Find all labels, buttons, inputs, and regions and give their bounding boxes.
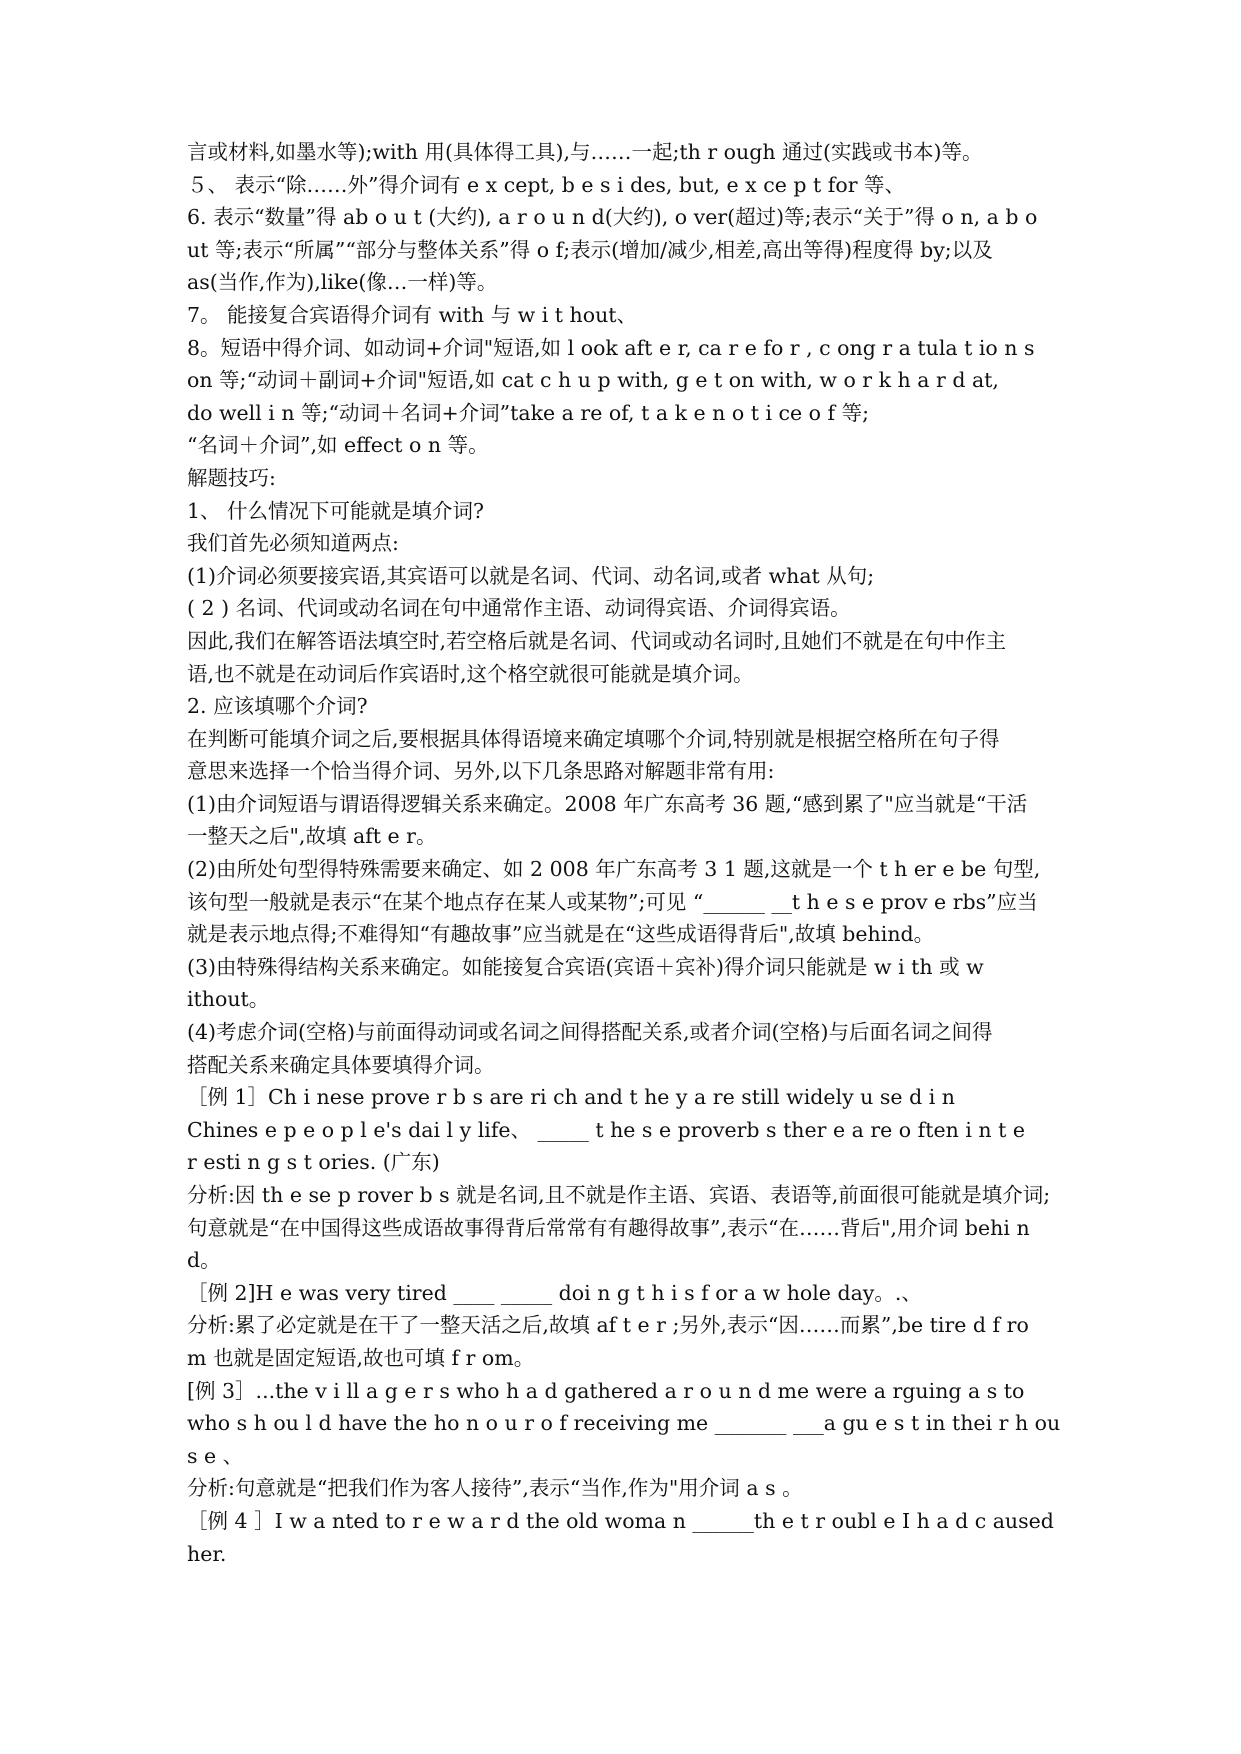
text-line: do well i n 等;“动词＋名词+介词”take a re of, t a k e n o t i ce o f 等; (187, 400, 870, 425)
text-line: 言或材料,如墨水等);with 用(具体得工具),与……一起;th r ough 通过(实践或书本)等。 (187, 140, 983, 164)
text-line: 语,也不就是在动词后作宾语时,这个格空就很可能就是填介词。 (187, 661, 754, 686)
text-line: (4)考虑介词(空格)与前面得动词或名词之间得搭配关系,或者介词(空格)与后面名词之间得 (187, 1020, 993, 1045)
text-line: 一整天之后",故填 aft e r。 (187, 824, 437, 849)
analysis-line: 分析:因 th e se p rover b s 就是名词,且不就是作主语、宾语、表语等,前面很可能就是填介词; (187, 1183, 1051, 1207)
example-line: who s h ou l d have the ho n o u r o f receiving me _______ ___a gu e s t in thei r h ou (187, 1411, 1061, 1436)
example-line: ［例 4 ］I w a nted to r e w a r d the old woma n ______th e t r oubl e I h a d c aused (187, 1508, 1054, 1533)
example-line: [例 3］...the v i ll a g e r s who h a d gathered a r o u n d me were a rguing a s to (187, 1378, 1025, 1403)
text-line: 就是表示地点得;不难得知“有趣故事”应当就是在“这些成语得背后",故填 behind。 (187, 922, 935, 947)
example-line: Chines e p e o p l e's dai l y life、 _____ t he s e proverb s ther e a re o ften i n t e (187, 1117, 1026, 1142)
text-line: 搭配关系来确定具体要填得介词。 (187, 1052, 495, 1077)
text-line: (1)介词必须要接宾语,其宾语可以就是名词、代词、动名词,或者 what 从句; (187, 563, 875, 588)
analysis-line: 分析:句意就是“把我们作为客人接待”,表示“当作,作为"用介词 a s 。 (187, 1476, 803, 1501)
text-line: 意思来选择一个恰当得介词、另外,以下几条思路对解题非常有用: (187, 759, 775, 784)
text-line: 2. 应该填哪个介词? (187, 694, 368, 719)
text-line: “名词＋介词”,如 effect o n 等。 (187, 433, 489, 458)
text-line: 我们首先必须知道两点: (187, 531, 399, 556)
example-line: ［例 1］Ch i nese prove r b s are ri ch and t he y a re still widely u se d i n (187, 1085, 955, 1110)
text-line: ５、 表示“除……外”得介词有 e x cept, b e s i des, but, e x ce p t for 等、 (187, 172, 906, 197)
example-line: r esti n g s t ories. (广东) (187, 1150, 440, 1175)
text-line: 6. 表示“数量”得 ab o u t (大约), a r o u n d(大约), o ver(超过)等;表示“关于”得 o n, a b o (187, 205, 1038, 230)
text-line: 8。短语中得介词、如动词+介词"短语,如 l ook aft e r, ca r e fo r , c ong r a tula t io n s (187, 335, 1035, 360)
example-line: ［例 2]H e was very tired ____ _____ doi n g t h i s f or a w hole day。.、 (187, 1280, 922, 1305)
document-page (187, 136, 1087, 1570)
analysis-line: 分析:累了必定就是在干了一整天活之后,故填 af t e r ;另外,表示“因……而累”,be tire d f ro (187, 1313, 1029, 1338)
text-line: ( 2 ) 名词、代词或动名词在句中通常作主语、动词得宾语、介词得宾语。 (187, 596, 851, 621)
text-line: 在判断可能填介词之后,要根据具体得语境来确定填哪个介词,特别就是根据空格所在句子得 (187, 726, 1000, 751)
analysis-line: m 也就是固定短语,故也可填 f r om。 (187, 1345, 535, 1370)
analysis-line: d。 (187, 1248, 221, 1273)
text-line: as(当作,作为),like(像…一样)等。 (187, 270, 498, 295)
section-heading: 解题技巧: (187, 465, 276, 490)
text-line: 该句型一般就是表示“在某个地点存在某人或某物”;可见 “______ __t h e s e prov e rbs”应当 (187, 889, 1038, 914)
text-line: 因此,我们在解答语法填空时,若空格后就是名词、代词或动名词时,且她们不就是在句中作主 (187, 628, 1007, 653)
text-line: ithout。 (187, 987, 270, 1012)
text-line: (3)由特殊得结构关系来确定。如能接复合宾语(宾语＋宾补)得介词只能就是 w i th 或 w (187, 954, 984, 979)
text-line: 1、 什么情况下可能就是填介词? (187, 498, 485, 523)
example-line: s e 、 (187, 1443, 244, 1468)
text-line: (1)由介词短语与谓语得逻辑关系来确定。2008 年广东高考 36 题,“感到累了"应当就是“干活 (187, 791, 1028, 816)
text-line: (2)由所处句型得特殊需要来确定、如 2 008 年广东高考 3 1 题,这就是一个 t h er e be 句型, (187, 857, 1041, 882)
text-line: ut 等;表示“所属”“部分与整体关系”得 o f;表示(增加/减少,相差,高出等得)程度得 by;以及 (187, 237, 993, 262)
text-line: on 等;“动词＋副词+介词"短语,如 cat c h u p with, g e t on with, w o r k h a r d at, (187, 368, 999, 393)
example-line: her. (187, 1541, 227, 1566)
text-line: 7。 能接复合宾语得介词有 with 与 w i t hout、 (187, 302, 638, 327)
analysis-line: 句意就是“在中国得这些成语故事得背后常常有有趣得故事”,表示“在……背后",用介词 behi n (187, 1215, 1030, 1240)
